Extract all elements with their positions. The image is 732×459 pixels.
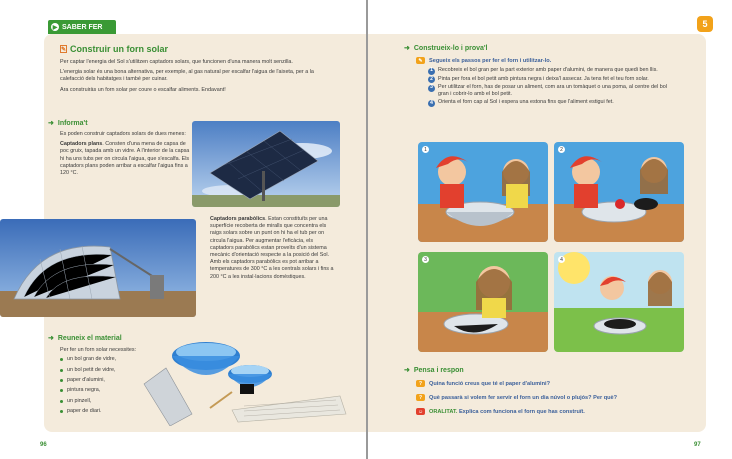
orality-label: ORALITAT. [429, 408, 458, 415]
play-icon: ▶ [52, 24, 58, 31]
parabolic-collectors-text: . Estan constituïts per una superfície recoberta de miralls que concentra els raigs solars sobre un punt on hi ha el tub per on circula l'aigua. Per augmentar l'eficàcia, els captadors parabòlics estan proveïts d'un sistema mecànic d'orientació respecte a la posició del Sol. Amb els captadors parabòlics es pot arribar a temperatures de 300 °C a les centrals solars i fins a 200 °C a les instal·lacions domèstiques. [210, 216, 334, 280]
question-text: Què passarà si volem fer servir el forn un dia núvol o plujós? Per què? [429, 394, 618, 401]
saber-fer-tag [48, 20, 116, 34]
illustration-label: 3 [422, 256, 429, 263]
question-2 [416, 394, 716, 401]
speech-icon: ☺ [417, 408, 424, 415]
arrow-icon: ➜ [48, 335, 54, 342]
task-icon: ✎ [416, 57, 425, 64]
pencil-icon: ✎ [60, 46, 67, 53]
question-icon: ? [416, 394, 425, 401]
step-number: 3 [428, 85, 435, 92]
arrow-icon: ➜ [404, 45, 410, 52]
materials-photo [140, 334, 350, 426]
step-number: 1 [428, 68, 435, 75]
step-illustration-1 [418, 142, 548, 242]
build-heading [404, 44, 488, 52]
parabolic-collectors-term: Captadors parabòlics [210, 216, 266, 222]
informat-heading [48, 119, 88, 127]
arrow-icon: ➜ [404, 367, 410, 374]
build-heading-text: Construeix-lo i prova'l [413, 45, 488, 52]
step-list [416, 67, 708, 107]
illustration-label: 2 [558, 146, 565, 153]
page-number-left: 96 [40, 442, 47, 448]
build-instruction-text: Segueix els passos per fer el forn i utilitzar-lo. [429, 57, 552, 64]
plane-collectors-text: . Consten d'una mena de capsa de poc gruix, tapada amb un vidre. A l'interior de la capsa hi ha uns tubs per on circula l'aigua, que s'escalfa. Els captadors plans poden arribar a escalfar l'aigua fins a 120 °C. [60, 141, 190, 177]
parabolic-collector-photo [0, 219, 196, 317]
build-steps [416, 57, 708, 107]
orality-instruction: Explica com funciona el forn que has construït. [457, 408, 585, 415]
solar-panel-photo [192, 121, 340, 207]
list-item: un bol petit de vidre, [60, 367, 160, 374]
informat-intro: Es poden construir captadors solars de dues menes: [60, 131, 186, 137]
plane-collectors-term: Captadors plans [60, 141, 103, 148]
intro-paragraph-2: L'energia solar és una bona alternativa, per exemple, al gas natural per escalfar l'aigua de l'aixeta, per a la calefacció dels habitatges i també per cuinar. [60, 69, 314, 83]
step-illustration-3 [418, 252, 548, 352]
step-illustration-2 [554, 142, 684, 242]
list-item [428, 99, 708, 107]
list-item [428, 67, 708, 75]
step-text: Orienta el forn cap al Sol i espera una estona fins que l'aliment estigui fet. [438, 99, 614, 106]
orality-task [416, 408, 716, 415]
build-instruction [416, 57, 708, 64]
intro-paragraph-3: Ara construiràs un forn solar per coure o escalfar aliments. Endavant! [60, 86, 226, 93]
step-illustration-4 [554, 252, 684, 352]
list-item [428, 76, 708, 84]
informat-text-1 [60, 131, 190, 177]
material-heading [48, 334, 122, 342]
material-heading-text: Reuneix el material [57, 335, 122, 342]
question-text: Quina funció creus que té el paper d'alumini? [429, 380, 550, 387]
informat-heading-text: Informa't [57, 120, 88, 127]
step-text: Per utilitzar el forn, has de posar un aliment, com ara un tomàquet o una poma, al centre del bol gran i cobrir-lo amb el bol petit. [438, 84, 667, 98]
list-item: paper de diari. [60, 408, 160, 415]
parabolic-collectors-paragraph [210, 216, 336, 281]
intro-paragraph-1: Per captar l'energia del Sol s'utilitzen captadors solars, que funcionen d'una manera molt senzilla. [60, 59, 293, 65]
step-text: Pinta per fora el bol petit amb pintura negra i deixa'l assecar. Ja tens fet el teu forn solar. [438, 75, 649, 82]
intro-block [60, 59, 322, 94]
orality-text [429, 409, 585, 415]
questions-block [416, 380, 716, 415]
title-text: Construir un forn solar [70, 44, 169, 54]
page-title [60, 44, 168, 54]
material-intro: Per fer un forn solar necessites: [60, 347, 137, 353]
list-item: paper d'alumini, [60, 377, 160, 384]
list-item: pintura negra, [60, 387, 160, 394]
section-badge: 5 [697, 16, 713, 32]
question-icon: ? [416, 380, 425, 387]
list-item [428, 84, 708, 98]
plane-collectors-paragraph [60, 141, 190, 177]
page-number-right: 97 [694, 442, 701, 448]
list-item: un bol gran de vidre, [60, 356, 160, 363]
think-heading-text: Pensa i respon [413, 367, 464, 374]
step-number: 4 [428, 100, 435, 107]
arrow-icon: ➜ [48, 120, 54, 127]
informat-text-2 [210, 216, 336, 281]
illustration-label: 4 [558, 256, 565, 263]
tag-label: SABER FER [62, 23, 103, 31]
step-text: Recobreix el bol gran per la part exterior amb paper d'alumini, de manera que quedi ben llis. [438, 67, 658, 73]
think-heading [404, 366, 464, 374]
step-number: 2 [428, 76, 435, 83]
illustration-label: 1 [422, 146, 429, 153]
question-1 [416, 380, 716, 387]
list-item: un pinzell, [60, 398, 160, 405]
